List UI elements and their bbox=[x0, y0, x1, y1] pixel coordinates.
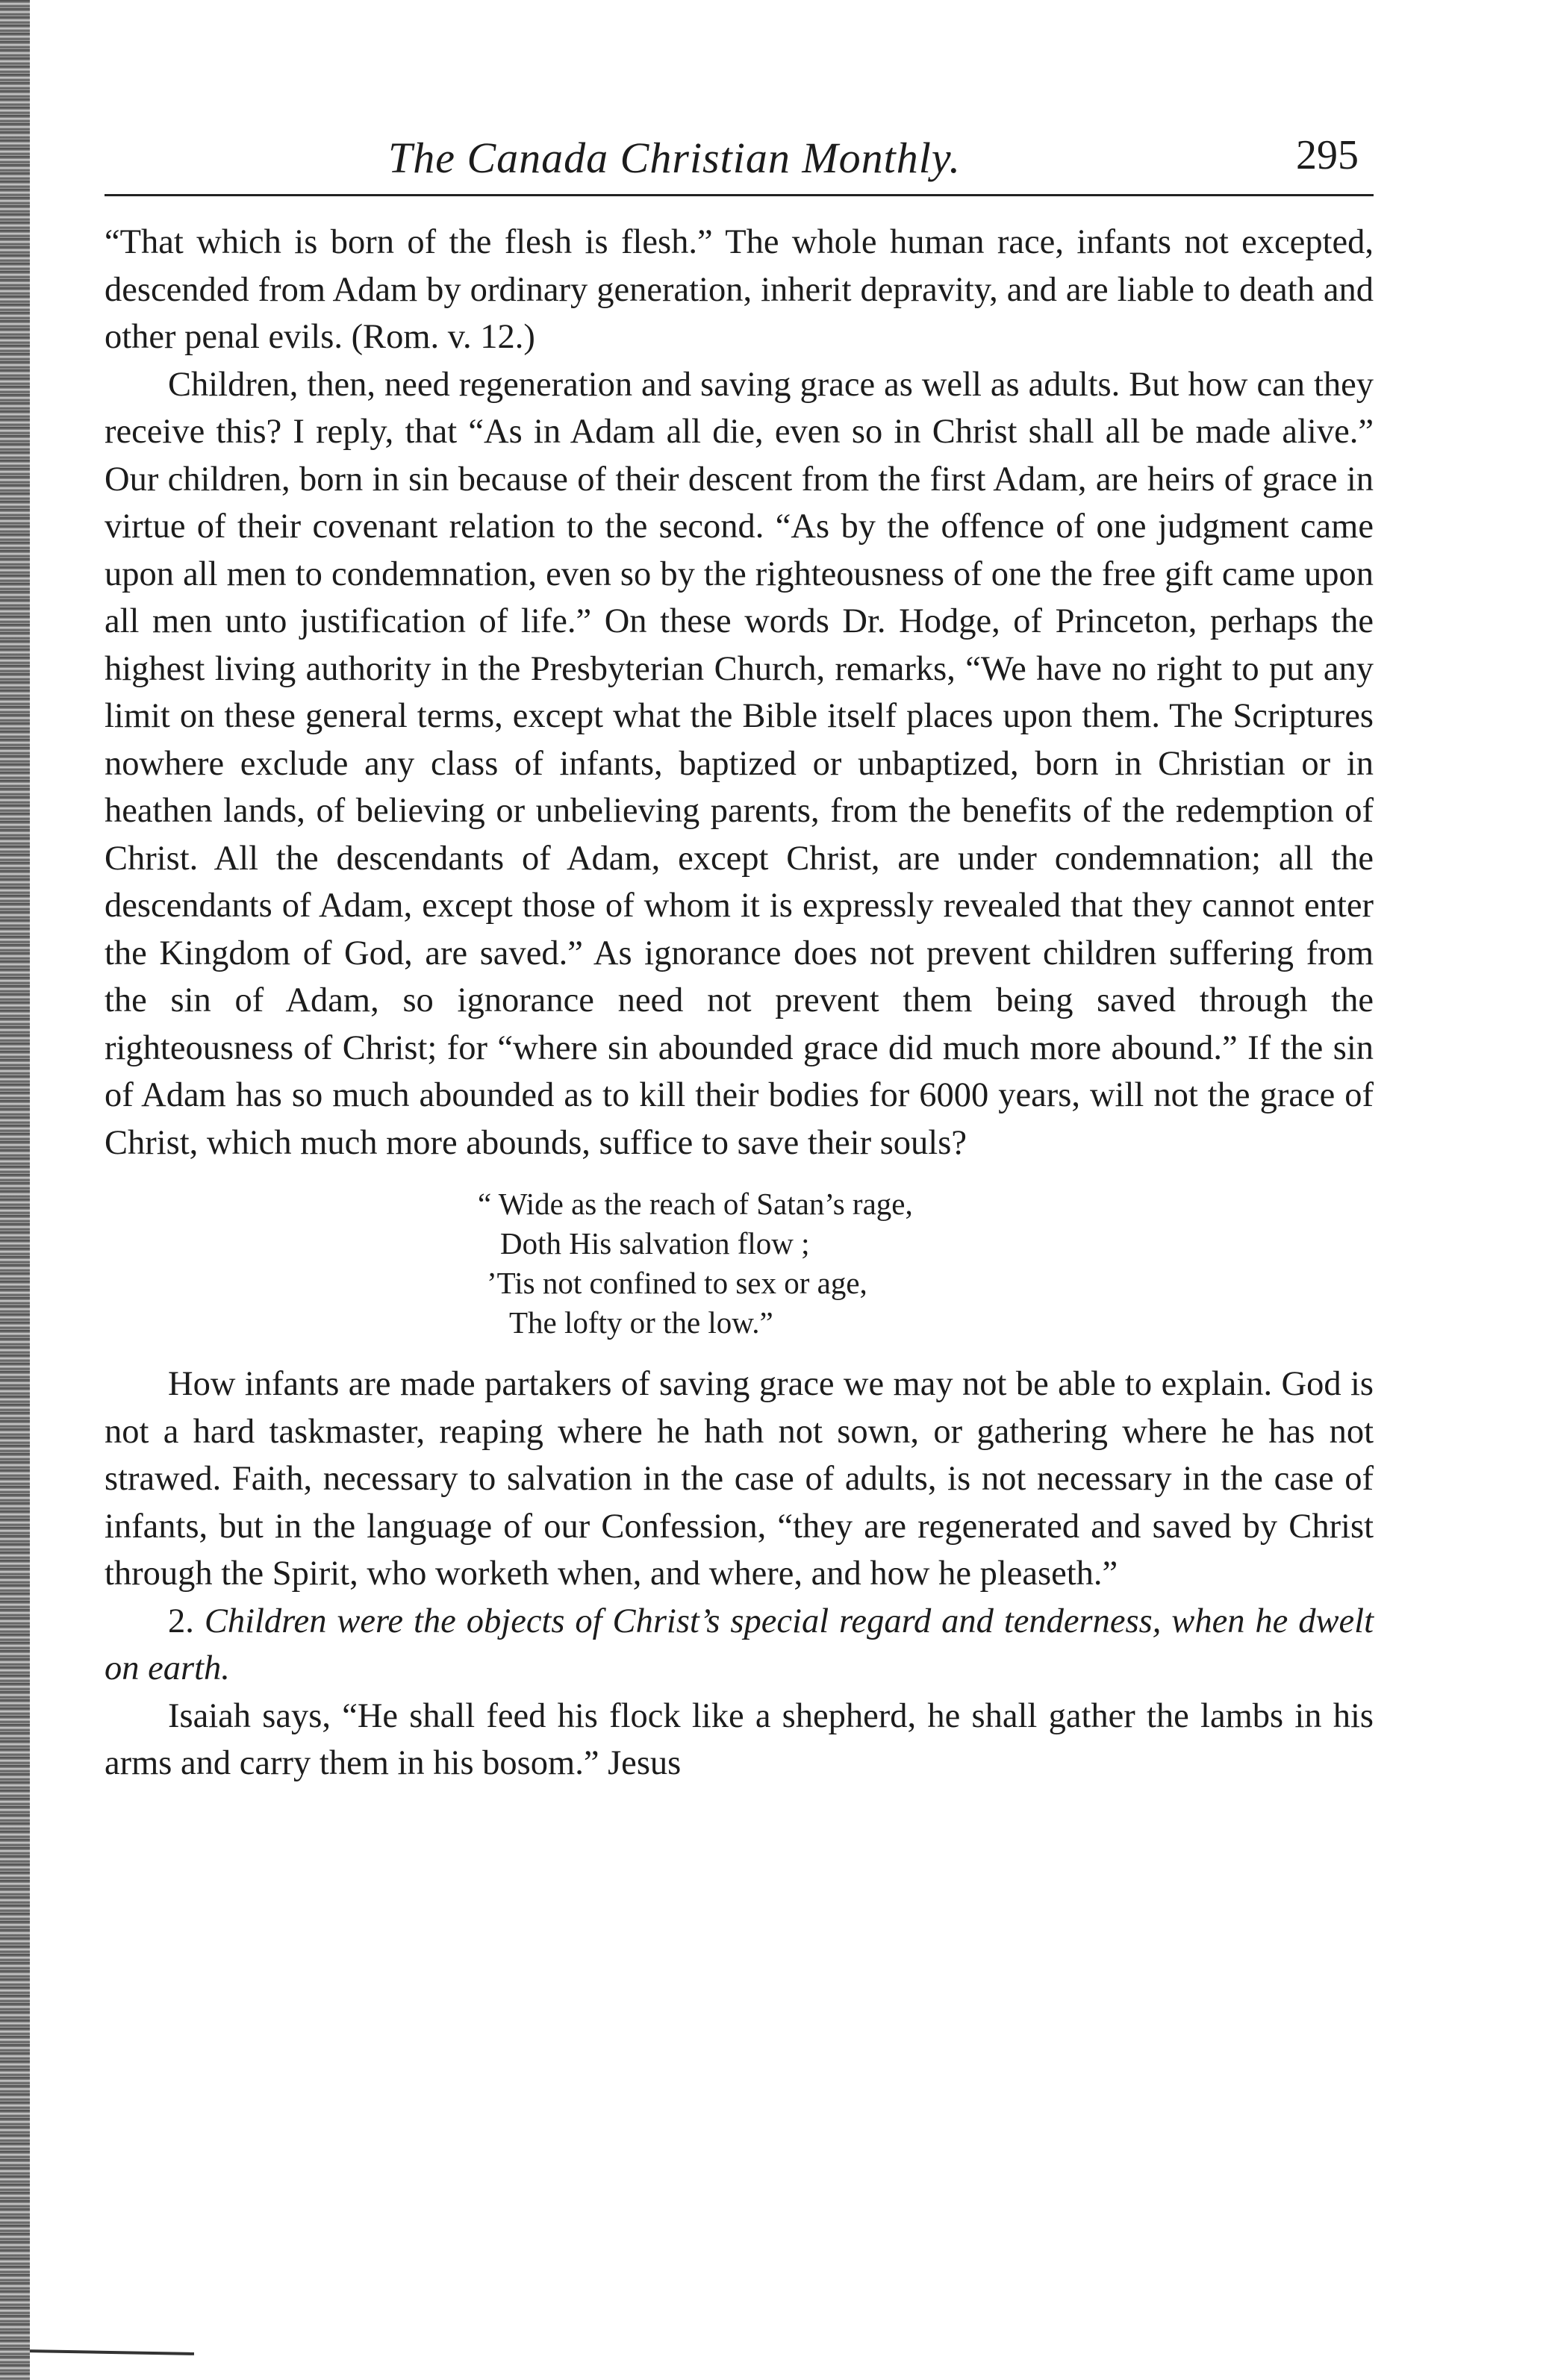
paragraph-2: Children, then, need regeneration and saving grace as well as adults. But how can they receive this? I reply, that “As in Adam all die, even so in Christ shall all be made alive.” Our children, born in sin because of their descent from the first Adam, are heirs of grace in virtue of their covenant relation to the second. “As by the offence of one judgment came upon all men to condemnation, even so by the righteousness of one the free gift came upon all men unto justification of life.” On these words Dr. Hodge, of Princeton, perhaps the highest living authority in the Presbyterian Church, remarks, “We have no right to put any limit on these general terms, except what the Bible itself places upon them. The Scriptures nowhere exclude any class of infants, baptized or unbaptized, born in Christian or in heathen lands, of believing or unbelieving parents, from the benefits of the redemption of Christ. All the descendants of Adam, except Christ, are under condemnation; all the descendants of Adam, except those of whom it is expressly revealed that they cannot enter the Kingdom of God, are saved.” As ignorance does not prevent children suffering from the sin of Adam, so ignorance need not prevent them being saved through the righteousness of Christ; for “where sin abounded grace did much more abound.” If the sin of Adam has so much abounded as to kill their bodies for 6000 years, will not the grace of Christ, which much more abounds, suffice to save their souls? bbox=[105, 365, 1374, 1162]
verse-quotation bbox=[478, 1184, 1374, 1343]
running-header bbox=[105, 127, 1374, 196]
scan-mark bbox=[30, 2349, 194, 2355]
paragraph-1: “That which is born of the flesh is flesh.” The whole human race, infants not excepted, descended from Adam by ordinary generation, inherit depravity, and are liable to death and other penal evils. (Rom. v. 12.) bbox=[105, 223, 1374, 356]
section-number: 2. bbox=[168, 1602, 194, 1640]
verse-line-1: “ Wide as the reach of Satan’s rage, bbox=[478, 1187, 913, 1221]
section-heading bbox=[105, 1598, 1374, 1693]
paragraph-5: Isaiah says, “He shall feed his flock like a shepherd, he shall gather the lambs in his arms and carry them in his bosom.” Jesus bbox=[105, 1696, 1374, 1782]
verse-line-3: ’Tis not confined to sex or age, bbox=[487, 1266, 867, 1300]
paragraph-3: How infants are made partakers of saving grace we may not be able to explain. God is not a hard taskmaster, reaping where he hath not sown, or gathering where he has not strawed. Faith, necessary to salvation in the case of adults, is not necessary in the case of infants, but in the language of our Confession, “they are regenerated and saved by Christ through the Spirit, who worketh when, and where, and how he pleaseth.” bbox=[105, 1365, 1374, 1593]
running-title: The Canada Christian Monthly. bbox=[388, 134, 961, 182]
scanned-binding-edge bbox=[0, 0, 30, 2380]
body-text bbox=[105, 219, 1374, 1787]
document-page bbox=[105, 127, 1374, 1787]
verse-line-2: Doth His salvation flow ; bbox=[500, 1226, 810, 1261]
verse-line-4: The lofty or the low.” bbox=[509, 1305, 773, 1340]
page-number: 295 bbox=[1296, 132, 1359, 178]
section-heading-text: Children were the objects of Christ’s special regard and tenderness, when he dwelt on earth. bbox=[105, 1602, 1374, 1687]
